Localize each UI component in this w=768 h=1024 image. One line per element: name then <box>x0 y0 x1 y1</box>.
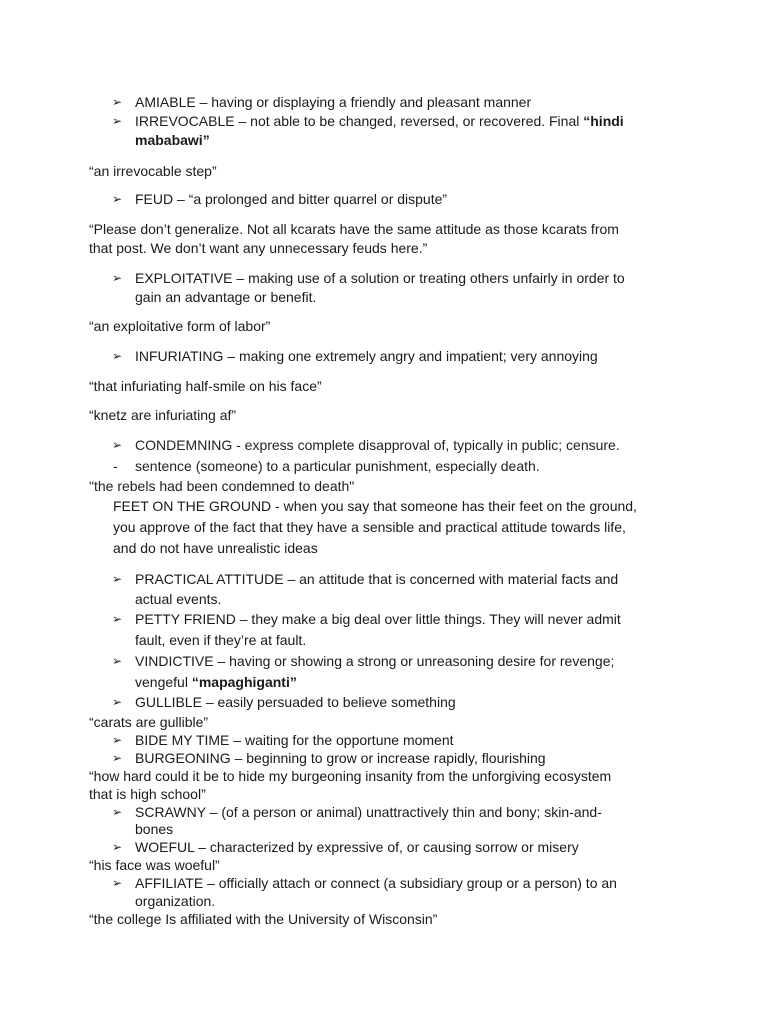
entry-petty-friend-cont: fault, even if they’re at fault. <box>135 632 307 648</box>
entry-irrevocable-translation-cont: mababawi” <box>135 132 210 148</box>
entry-irrevocable-text: IRREVOCABLE – not able to be changed, reversed, or recovered. Final <box>135 113 584 129</box>
example-irrevocable: “an irrevocable step” <box>89 163 217 179</box>
bullet-arrow-icon: ➢ <box>112 572 123 586</box>
entry-condemning: CONDEMNING - express complete disapproval of, typically in public; censure. <box>135 437 620 453</box>
bullet-arrow-icon: ➢ <box>112 114 123 128</box>
entry-feet-on-the-ground: FEET ON THE GROUND - when you say that someone has their feet on the ground, <box>113 498 637 514</box>
example-burgeoning-1: “how hard could it be to hide my burgeoning insanity from the unforgiving ecosystem <box>89 768 612 784</box>
entry-gullible: GULLIBLE – easily persuaded to believe something <box>135 694 456 710</box>
entry-burgeoning: BURGEONING – beginning to grow or increase rapidly, flourishing <box>135 750 546 766</box>
bullet-arrow-icon: ➢ <box>112 751 123 765</box>
entry-bide-my-time: BIDE MY TIME – waiting for the opportune moment <box>135 732 454 748</box>
bullet-arrow-icon: ➢ <box>112 695 123 709</box>
example-infuriating-1: “that infuriating half-smile on his face” <box>89 378 322 394</box>
example-exploitative: “an exploitative form of labor” <box>89 318 271 334</box>
entry-exploitative: EXPLOITATIVE – making use of a solution or treating others unfairly in order to <box>135 270 625 286</box>
example-condemning: "the rebels had been condemned to death" <box>89 478 355 494</box>
entry-scrawny: SCRAWNY – (of a person or animal) unattractively thin and bony; skin-and- <box>135 804 602 820</box>
bullet-arrow-icon: ➢ <box>112 612 123 626</box>
example-burgeoning-2: that is high school” <box>89 786 206 802</box>
bullet-arrow-icon: ➢ <box>112 438 123 452</box>
entry-vindictive-text: vengeful <box>135 674 192 690</box>
bullet-arrow-icon: ➢ <box>112 733 123 747</box>
entry-exploitative-cont: gain an advantage or benefit. <box>135 289 317 305</box>
bullet-arrow-icon: ➢ <box>112 805 123 819</box>
bullet-arrow-icon: ➢ <box>112 840 123 854</box>
entry-petty-friend: PETTY FRIEND – they make a big deal over little things. They will never admit <box>135 611 621 627</box>
example-woeful: “his face was woeful” <box>89 857 220 873</box>
entry-amiable: AMIABLE – having or displaying a friendly and pleasant manner <box>135 94 532 110</box>
entry-scrawny-cont: bones <box>135 821 174 837</box>
dash-bullet: - <box>113 458 118 474</box>
example-feud-line-2: that post. We don’t want any unnecessary feuds here.” <box>89 240 428 256</box>
entry-irrevocable-translation: “hindi <box>583 113 624 129</box>
entry-practical-attitude: PRACTICAL ATTITUDE – an attitude that is concerned with material facts and <box>135 571 619 587</box>
bullet-arrow-icon: ➢ <box>112 349 123 363</box>
bullet-arrow-icon: ➢ <box>112 876 123 890</box>
example-infuriating-2: “knetz are infuriating af” <box>89 407 237 423</box>
bullet-arrow-icon: ➢ <box>112 271 123 285</box>
entry-feet-on-the-ground-cont-1: you approve of the fact that they have a sensible and practical attitude towards life, <box>113 519 626 535</box>
entry-condemning-sense-2: sentence (someone) to a particular punishment, especially death. <box>135 458 540 474</box>
example-feud-line-1: “Please don’t generalize. Not all kcarats have the same attitude as those kcarats from <box>89 221 619 237</box>
entry-woeful: WOEFUL – characterized by expressive of, or causing sorrow or misery <box>135 839 579 855</box>
entry-affiliate: AFFILIATE – officially attach or connect (a subsidiary group or a person) to an <box>135 875 617 891</box>
entry-irrevocable <box>135 112 624 130</box>
entry-feet-on-the-ground-cont-2: and do not have unrealistic ideas <box>113 540 318 556</box>
example-gullible: “carats are gullible” <box>89 714 209 730</box>
bullet-arrow-icon: ➢ <box>112 95 123 109</box>
entry-feud: FEUD – “a prolonged and bitter quarrel or dispute” <box>135 191 448 207</box>
bullet-arrow-icon: ➢ <box>112 654 123 668</box>
entry-practical-attitude-cont: actual events. <box>135 591 222 607</box>
entry-vindictive: VINDICTIVE – having or showing a strong or unreasoning desire for revenge; <box>135 653 615 669</box>
example-affiliate: “the college Is affiliated with the University of Wisconsin” <box>89 911 438 927</box>
entry-vindictive-cont <box>135 673 297 691</box>
entry-vindictive-translation: “mapaghiganti” <box>191 674 297 690</box>
entry-infuriating: INFURIATING – making one extremely angry and impatient; very annoying <box>135 348 598 364</box>
entry-irrevocable-cont <box>135 131 210 149</box>
entry-affiliate-cont: organization. <box>135 893 216 909</box>
bullet-arrow-icon: ➢ <box>112 192 123 206</box>
